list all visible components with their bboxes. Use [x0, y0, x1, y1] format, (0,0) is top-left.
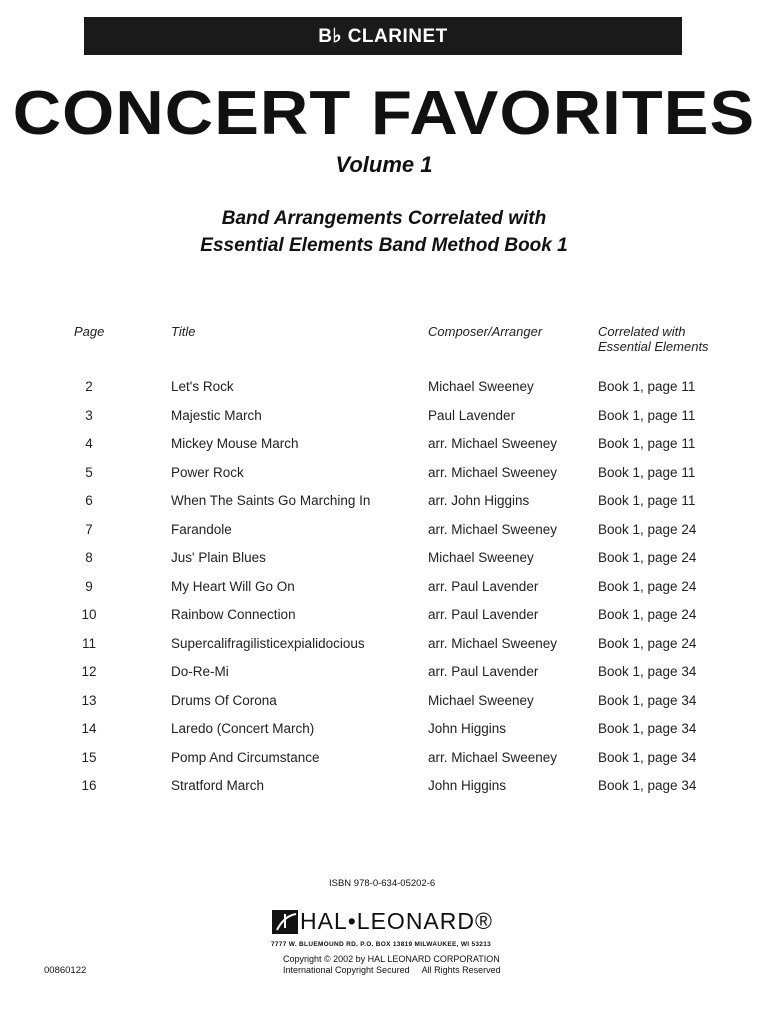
page-number: 15: [81, 749, 97, 765]
correlation: Book 1, page 34: [598, 692, 697, 708]
table-row: [0, 664, 768, 692]
page-number: 12: [81, 664, 97, 679]
page-number: 8: [85, 550, 93, 565]
page-number: 5: [85, 464, 93, 480]
isbn: ISBN 978-0-634-05202-6: [329, 878, 436, 889]
composer: arr. Paul Lavender: [428, 664, 539, 679]
composer: arr. Paul Lavender: [428, 607, 539, 622]
table-row: [0, 379, 768, 407]
publisher-logo: [272, 908, 493, 935]
copyright-line-1: Copyright © 2002 by HAL LEONARD CORPORATION: [283, 954, 500, 964]
table-row: [0, 522, 768, 550]
book-title: CONCERT FAVORITES: [12, 79, 756, 148]
column-header-correlated: [598, 324, 709, 354]
page-number: 16: [81, 778, 97, 793]
composer: Michael Sweeney: [428, 550, 534, 565]
catalog-code: 00860122: [44, 965, 87, 976]
page-number: 6: [85, 493, 93, 508]
composer: arr. Michael Sweeney: [428, 635, 558, 651]
publisher-logo-mark-icon: [272, 910, 298, 934]
correlated-line-2: Essential Elements: [598, 339, 709, 354]
composer: arr. Michael Sweeney: [428, 436, 558, 451]
song-title: When The Saints Go Marching In: [171, 493, 371, 508]
correlation: Book 1, page 24: [598, 521, 697, 537]
instrument-header-bar: B♭ CLARINET: [84, 17, 682, 55]
table-row: [0, 693, 768, 721]
composer: arr. Michael Sweeney: [428, 464, 558, 480]
song-title: Do-Re-Mi: [171, 664, 229, 679]
table-row: [0, 550, 768, 578]
subtitle: [0, 205, 768, 259]
copyright-notice: [283, 954, 501, 976]
table-row: [0, 436, 768, 464]
page-number: 13: [81, 692, 97, 708]
song-title: Majestic March: [171, 407, 262, 423]
table-row: [0, 465, 768, 493]
composer: arr. Michael Sweeney: [428, 749, 558, 765]
song-title: Pomp And Circumstance: [171, 749, 320, 765]
song-title: Jus' Plain Blues: [171, 550, 266, 565]
subtitle-line-2: Essential Elements Band Method Book 1: [200, 235, 568, 256]
correlation: Book 1, page 24: [598, 635, 697, 651]
copyright-line-2: International Copyright Secured All Rights Reserved: [283, 965, 501, 975]
composer: arr. Michael Sweeney: [428, 521, 558, 537]
table-row: [0, 607, 768, 635]
publisher-address: 7777 W. BLUEMOUND RD. P.O. BOX 13819 MILWAUKEE, WI 53213: [271, 941, 492, 948]
page-number: 11: [81, 635, 96, 651]
song-title: Let's Rock: [171, 379, 234, 394]
composer: arr. John Higgins: [428, 493, 530, 508]
table-row: [0, 750, 768, 778]
correlation: Book 1, page 34: [598, 721, 697, 736]
song-title: Rainbow Connection: [171, 607, 296, 622]
correlation: Book 1, page 34: [598, 664, 697, 679]
correlation: Book 1, page 11: [598, 464, 696, 480]
correlation: Book 1, page 11: [598, 436, 696, 451]
column-header-title: Title: [171, 324, 196, 339]
table-row: [0, 636, 768, 664]
table-row: [0, 493, 768, 521]
correlation: Book 1, page 24: [598, 578, 697, 594]
composer: John Higgins: [428, 778, 507, 793]
song-title: Mickey Mouse March: [171, 436, 299, 451]
song-title: Supercalifragilisticexpialidocious: [171, 635, 365, 651]
composer: John Higgins: [428, 721, 507, 736]
composer: arr. Paul Lavender: [428, 578, 539, 594]
composer: Michael Sweeney: [428, 692, 534, 708]
correlation: Book 1, page 34: [598, 778, 697, 793]
volume-label: Volume 1: [335, 152, 433, 177]
song-title: Laredo (Concert March): [171, 721, 315, 736]
page-number: 7: [85, 521, 93, 537]
correlation: Book 1, page 24: [598, 550, 697, 565]
page-number: 2: [85, 379, 93, 394]
page-number: 10: [81, 607, 97, 622]
composer: Paul Lavender: [428, 407, 516, 423]
column-header-page: Page: [74, 324, 105, 339]
page-number: 14: [81, 721, 97, 736]
column-header-composer: Composer/Arranger: [428, 324, 543, 339]
correlation: Book 1, page 11: [598, 493, 696, 508]
page-number: 3: [85, 407, 93, 423]
composer: Michael Sweeney: [428, 379, 534, 394]
table-row: [0, 778, 768, 806]
song-title: My Heart Will Go On: [171, 578, 295, 594]
song-title: Stratford March: [171, 778, 265, 793]
correlation: Book 1, page 34: [598, 749, 697, 765]
page-number: 9: [85, 578, 93, 594]
correlation: Book 1, page 11: [598, 407, 696, 423]
publisher-name: HAL•LEONARD®: [300, 908, 493, 934]
subtitle-line-1: Band Arrangements Correlated with: [221, 208, 547, 229]
song-title: Power Rock: [171, 464, 244, 480]
correlation: Book 1, page 24: [598, 607, 697, 622]
table-row: [0, 408, 768, 436]
table-row: [0, 721, 768, 749]
song-title: Drums Of Corona: [171, 692, 277, 708]
correlated-line-1: Correlated with: [598, 324, 686, 339]
page-number: 4: [85, 436, 93, 451]
table-row: [0, 579, 768, 607]
song-title: Farandole: [171, 521, 232, 537]
correlation: Book 1, page 11: [598, 379, 696, 394]
